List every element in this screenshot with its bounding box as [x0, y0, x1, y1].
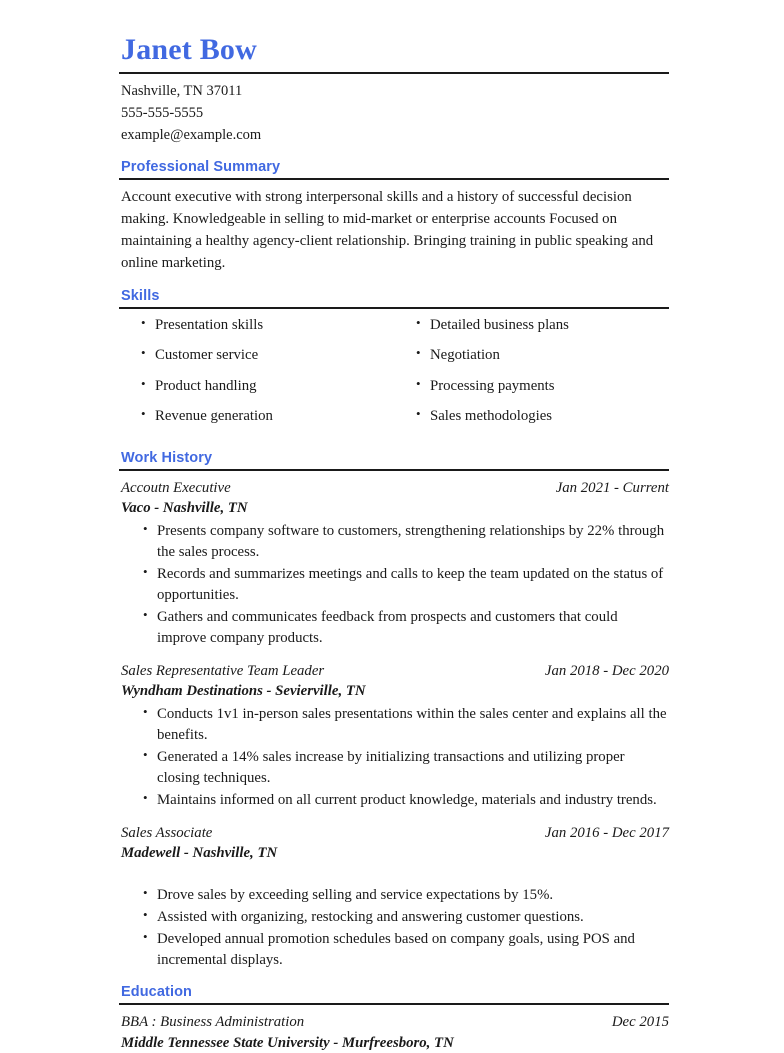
job-company: Madewell - Nashville, TN [121, 845, 278, 862]
section-heading-professional-summary: Professional Summary [121, 159, 281, 176]
list-item: • Developed annual promotion schedules based on company goals, using POS and incremental displays. [121, 929, 669, 971]
professional-summary-text: Account executive with strong interpersonal skills and a history of successful decision making. Knowledgeable in selling to mid-market or enterprise accounts Focused on maintaining a healthy agency-client relationship. Bringing training in public speaking and online marketing. [121, 189, 654, 272]
page-title: Janet Bow [121, 33, 257, 66]
section-divider-professional-summary [119, 178, 669, 180]
list-item: • Sales methodologies [394, 407, 669, 426]
education-school: Middle Tennessee State University - Murfreesboro, TN [121, 1034, 454, 1051]
list-item: • Negotiation [394, 346, 669, 365]
job-bullets [121, 885, 669, 971]
list-item: • Product handling [119, 377, 394, 396]
job-bullets [121, 521, 669, 649]
job-company: Wyndham Destinations - Sevierville, TN [121, 683, 366, 700]
education-degree: BBA : Business Administration [121, 1014, 305, 1031]
skills-column-right [394, 316, 669, 437]
job-company: Vaco - Nashville, TN [121, 500, 248, 517]
list-item: • Presents company software to customers, strengthening relationships by 22% through the sales process. [121, 521, 669, 563]
education-header [121, 1012, 669, 1032]
education-date: Dec 2015 [611, 1014, 669, 1031]
section-heading-skills: Skills [121, 288, 160, 305]
section-divider-skills [119, 307, 669, 309]
section-heading-work-history: Work History [121, 449, 213, 466]
list-item: • Processing payments [394, 377, 669, 396]
job-title: Accoutn Executive [121, 479, 231, 496]
work-history-entry [121, 478, 669, 649]
skills-grid [119, 316, 669, 437]
job-title: Sales Associate [121, 824, 213, 841]
education-entry [119, 1012, 669, 1053]
job-header [121, 823, 669, 843]
contact-address: Nashville, TN 37011 [121, 83, 243, 100]
list-item: • Assisted with organizing, restocking and answering customer questions. [121, 907, 669, 928]
job-title: Sales Representative Team Leader [121, 662, 325, 679]
contact-email: example@example.com [121, 127, 262, 144]
work-history-entry [121, 823, 669, 972]
skills-column-left [119, 316, 394, 437]
list-item: • Detailed business plans [394, 316, 669, 335]
job-dates: Jan 2021 - Current [555, 479, 669, 496]
header-divider [119, 72, 669, 74]
list-item: • Drove sales by exceeding selling and service expectations by 15%. [121, 885, 669, 906]
section-heading-education: Education [121, 984, 192, 1001]
job-dates: Jan 2016 - Dec 2017 [544, 824, 669, 841]
list-item: • Revenue generation [119, 407, 394, 426]
list-item: • Gathers and communicates feedback from prospects and customers that could improve company products. [121, 607, 669, 649]
list-item: • Maintains informed on all current product knowledge, materials and industry trends. [121, 790, 669, 811]
list-item: • Records and summarizes meetings and calls to keep the team updated on the status of opportunities. [121, 564, 669, 606]
work-history-entry [121, 661, 669, 811]
list-item: • Customer service [119, 346, 394, 365]
section-divider-education [119, 1003, 669, 1005]
job-bullets [121, 704, 669, 811]
list-item: • Presentation skills [119, 316, 394, 335]
job-header [121, 661, 669, 681]
list-item: • Conducts 1v1 in-person sales presentations within the sales center and explains all the benefits. [121, 704, 669, 746]
job-header [121, 478, 669, 498]
section-divider-work-history [119, 469, 669, 471]
contact-phone: 555-555-5555 [121, 105, 204, 122]
job-dates: Jan 2018 - Dec 2020 [544, 662, 669, 679]
list-item: • Generated a 14% sales increase by initializing transactions and utilizing proper closing techniques. [121, 747, 669, 789]
